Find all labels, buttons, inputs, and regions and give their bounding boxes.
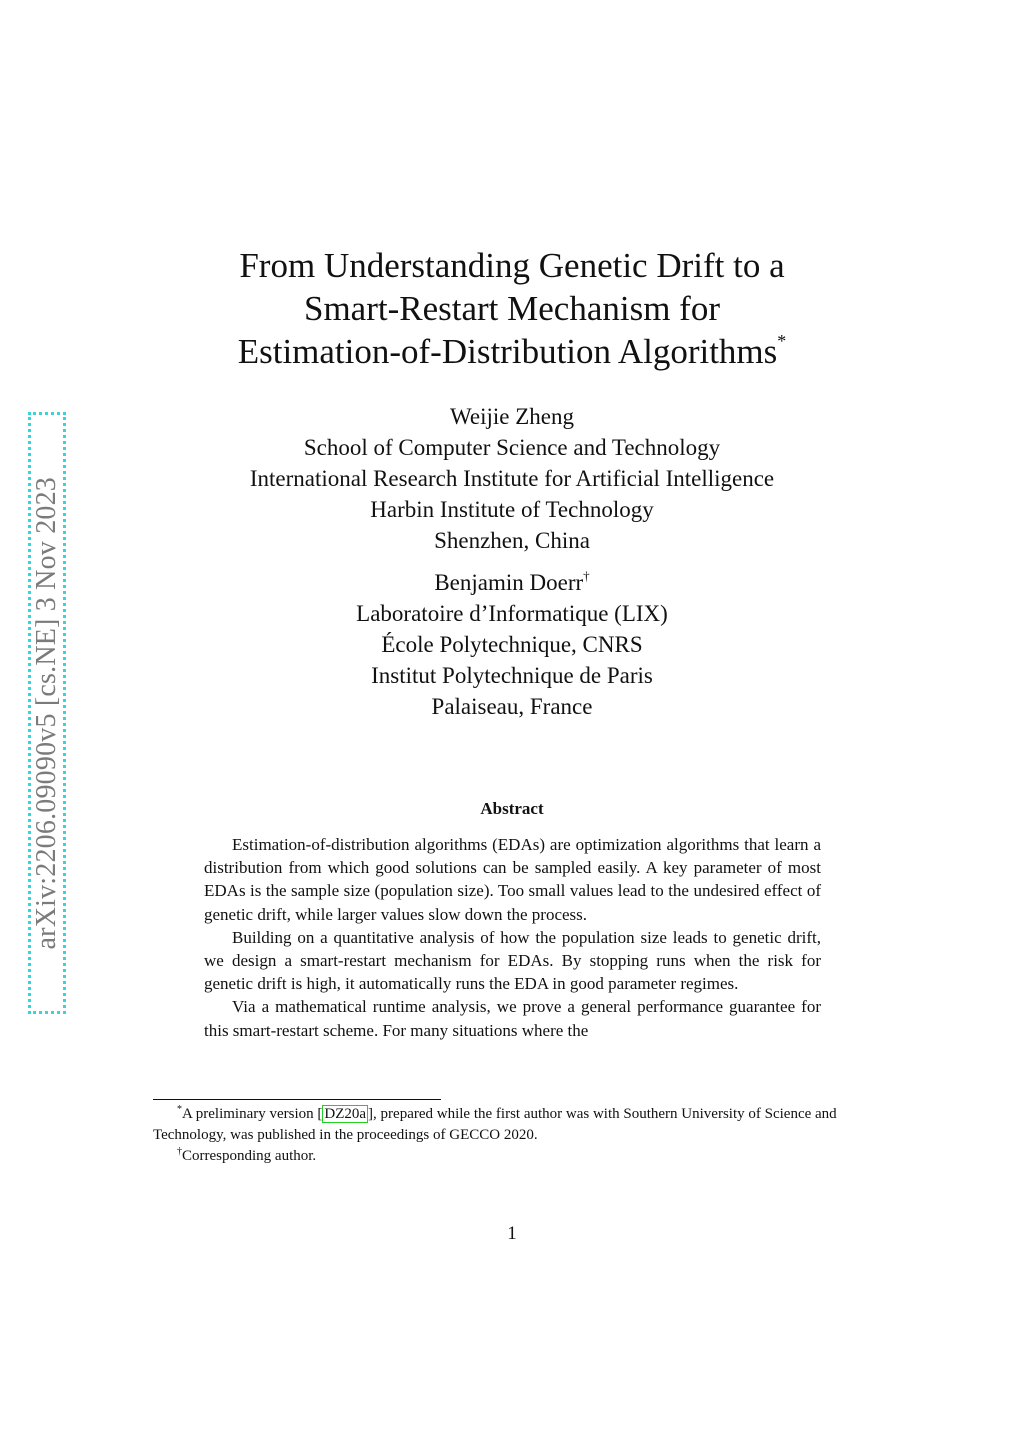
footnote-1-mark: * bbox=[177, 1104, 182, 1115]
affiliation-line: International Research Institute for Artificial Intelligence bbox=[249, 466, 775, 491]
affiliation-line: Institut Polytechnique de Paris bbox=[371, 663, 653, 688]
abstract-paragraph-2: Building on a quantitative analysis of how the population size leads to genetic drift, we design a smart-restart mechanism for EDAs. By stopping runs when the risk for genetic drift is high, it automatically runs the EDA in good parameter regimes. bbox=[204, 927, 821, 994]
footnote-1-text-before: A preliminary version bbox=[182, 1106, 318, 1122]
footnotes bbox=[153, 1104, 873, 1167]
footnote-2-text: Corresponding author. bbox=[182, 1148, 317, 1164]
abstract-paragraph-1: Estimation-of-distribution algorithms (EDAs) are optimization algorithms that learn a distribution from which good solutions can be sampled easily. A key parameter of most EDAs is the sample size (population size). Too small values lead to the undesired effect of genetic drift, while larger values slow down the process. bbox=[204, 835, 821, 924]
affiliation-line: Laboratoire d’Informatique (LIX) bbox=[356, 601, 668, 626]
affiliation-line: School of Computer Science and Technology bbox=[303, 435, 721, 460]
affiliation-line: École Polytechnique, CNRS bbox=[381, 632, 643, 657]
abstract-paragraph-3: Via a mathematical runtime analysis, we prove a general performance guarantee for this smart-restart scheme. For many situations where the bbox=[204, 997, 821, 1040]
title-line-2: Smart-Restart Mechanism for bbox=[303, 289, 720, 328]
citation-link[interactable]: DZ20a bbox=[324, 1106, 367, 1122]
author-name: Weijie Zheng bbox=[450, 404, 574, 429]
affiliation-line: Palaiseau, France bbox=[431, 694, 593, 719]
author-block-2 bbox=[140, 567, 884, 722]
arxiv-stamp bbox=[28, 412, 66, 1014]
affiliation-line: Harbin Institute of Technology bbox=[370, 497, 654, 522]
corresponding-author-mark: † bbox=[583, 568, 590, 583]
title-footnote-mark: * bbox=[777, 331, 787, 351]
paper-title bbox=[140, 244, 884, 373]
page-number: 1 bbox=[507, 1223, 517, 1244]
arxiv-identifier: arXiv:2206.09090v5 [cs.NE] 3 Nov 2023 bbox=[31, 476, 62, 950]
footnote-divider bbox=[153, 1099, 441, 1100]
author-block-1 bbox=[140, 401, 884, 556]
abstract-heading: Abstract bbox=[480, 799, 544, 818]
title-line-3 bbox=[140, 330, 884, 373]
footnote-2-mark: † bbox=[177, 1146, 182, 1157]
affiliation-line: Shenzhen, China bbox=[434, 528, 590, 553]
author-name: Benjamin Doerr bbox=[434, 570, 584, 595]
footnote-1-text-after: , prepared while the first author was with Southern University of Science and Technology, was published in the proceedings of GECCO 2020. bbox=[153, 1106, 837, 1143]
title-line-3-text: Estimation-of-Distribution Algorithms bbox=[237, 332, 778, 371]
footnote-1: *A preliminary version [ DZ20a ], prepared while the first author was with Southern University of Science and Technology, was published in the proceedings of GECCO 2020. bbox=[153, 1104, 837, 1143]
abstract-body bbox=[204, 833, 821, 1042]
title-line-1: From Understanding Genetic Drift to a bbox=[239, 246, 785, 285]
footnote-2 bbox=[153, 1146, 873, 1167]
author-name-line bbox=[140, 567, 884, 598]
